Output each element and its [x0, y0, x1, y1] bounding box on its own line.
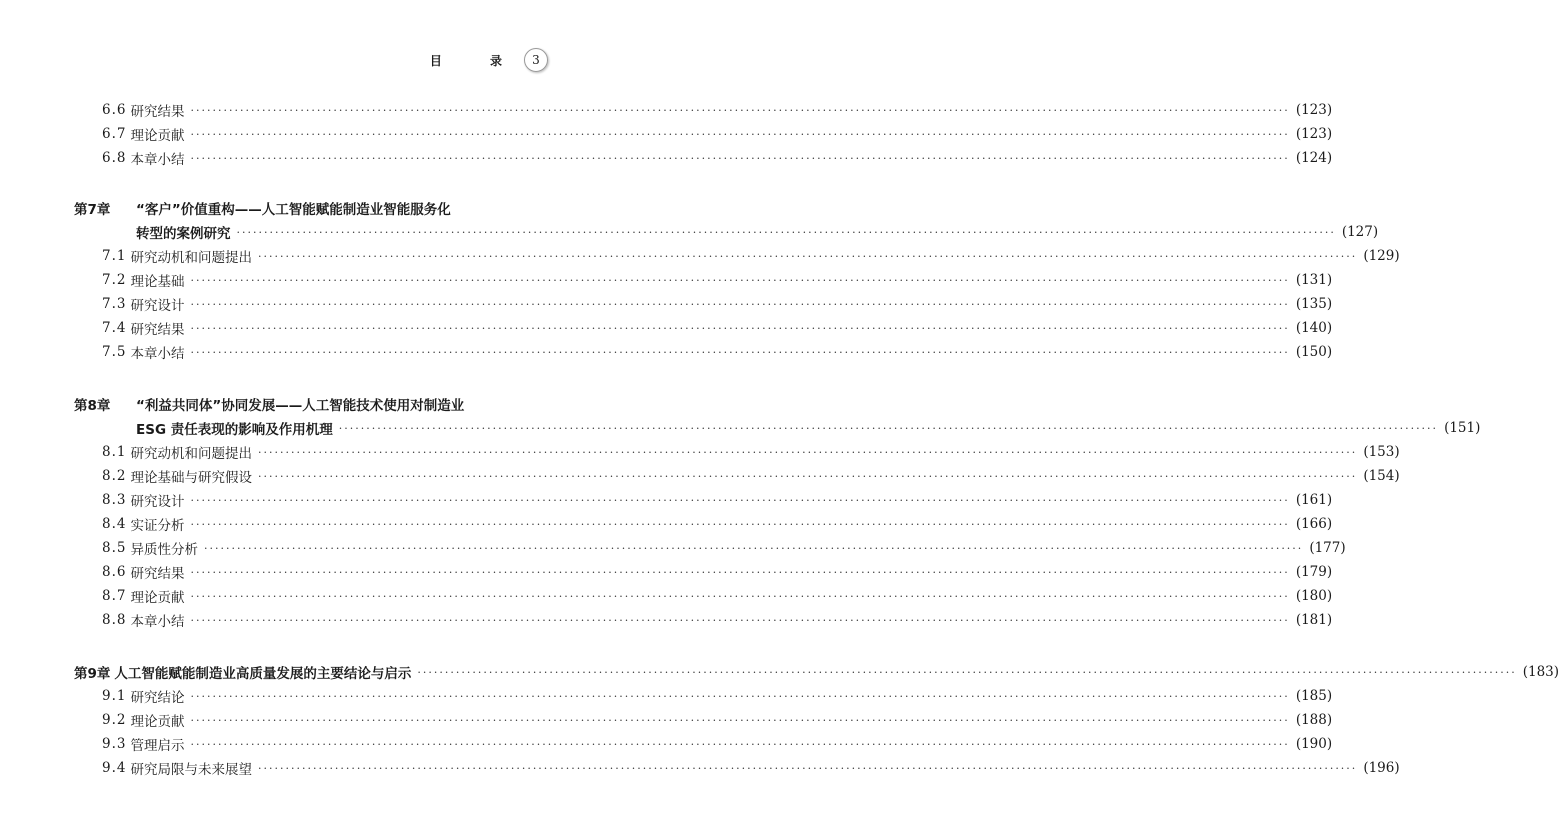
- leader-dots: ········································································································································································································: [190, 321, 1290, 335]
- chapter-title-continued: ESG 责任表现的影响及作用机理: [136, 422, 333, 438]
- page-header: [430, 48, 548, 72]
- chapter-title: “利益共同体”协同发展——人工智能技术使用对制造业: [136, 398, 465, 414]
- toc-section-row: [102, 584, 1333, 608]
- page-ref: (131): [1295, 272, 1333, 288]
- leader-dots: ········································································································································································································: [190, 737, 1290, 751]
- toc-chapter-row: [74, 392, 544, 416]
- section-title: 本章小结: [130, 152, 185, 168]
- page-ref: (185): [1295, 688, 1333, 704]
- toc-chapter-row: [132, 416, 1481, 440]
- section-number: 7.3: [102, 296, 127, 312]
- chapter-label: 第8章: [74, 398, 111, 414]
- section-title: 本章小结: [130, 614, 185, 630]
- leader-dots: ········································································································································································································: [190, 127, 1290, 141]
- toc-section-row: [102, 98, 1333, 122]
- section-title: 理论贡献: [130, 590, 185, 606]
- section-number: 8.1: [102, 444, 127, 460]
- page-ref: (153): [1363, 444, 1400, 460]
- section-number: 9.2: [102, 712, 127, 728]
- section-number: 9.3: [102, 736, 127, 752]
- toc-chapter-row: [74, 196, 544, 220]
- leader-dots: ········································································································································································································: [257, 445, 1358, 459]
- section-title: 研究局限与未来展望: [130, 762, 252, 778]
- leader-dots: ········································································································································································································: [190, 613, 1290, 627]
- page-ref: (123): [1295, 102, 1333, 118]
- toc-section-row: [102, 512, 1333, 536]
- chapter-label: 第7章: [74, 202, 111, 218]
- page-ref: (150): [1295, 344, 1333, 360]
- page-ref: (161): [1295, 492, 1333, 508]
- section-title: 理论贡献: [130, 128, 185, 144]
- toc-chapter-row: [132, 220, 1379, 244]
- toc-section-row: [102, 316, 1333, 340]
- page-ref: (166): [1295, 516, 1333, 532]
- section-number: 7.5: [102, 344, 127, 360]
- chapter-title: 人工智能赋能制造业高质量发展的主要结论与启示: [114, 666, 412, 682]
- toc-section-row: [102, 464, 1400, 488]
- section-number: 7.2: [102, 272, 127, 288]
- section-title: 研究设计: [130, 494, 185, 510]
- toc-section-row: [102, 756, 1400, 780]
- toc-section-row: [102, 732, 1333, 756]
- toc-section-row: [102, 340, 1333, 364]
- page-ref: (190): [1295, 736, 1333, 752]
- section-number: 8.3: [102, 492, 127, 508]
- leader-dots: ········································································································································································································: [190, 689, 1290, 703]
- leader-dots: ········································································································································································································: [190, 517, 1290, 531]
- section-title: 本章小结: [130, 346, 185, 362]
- toc-section-row: [102, 268, 1333, 292]
- section-number: 8.6: [102, 564, 127, 580]
- leader-dots: ········································································································································································································: [257, 249, 1358, 263]
- section-title: 研究动机和问题提出: [130, 250, 252, 266]
- toc-section-row: [102, 708, 1333, 732]
- toc-section-row: [102, 122, 1333, 146]
- chapter-title-continued: 转型的案例研究: [136, 226, 231, 242]
- leader-dots: ········································································································································································································: [190, 589, 1290, 603]
- section-title: 研究结果: [130, 322, 185, 338]
- toc-section-row: [102, 560, 1333, 584]
- toc-section-row: [102, 292, 1333, 316]
- page-ref: (188): [1295, 712, 1333, 728]
- header-title: 目 录: [429, 53, 524, 68]
- leader-dots: ········································································································································································································: [417, 665, 1517, 679]
- section-title: 研究结果: [130, 104, 185, 120]
- leader-dots: ········································································································································································································: [190, 493, 1290, 507]
- leader-dots: ········································································································································································································: [190, 713, 1290, 727]
- leader-dots: ········································································································································································································: [190, 565, 1290, 579]
- page-ref: (154): [1363, 468, 1400, 484]
- section-title: 研究结论: [130, 690, 185, 706]
- page-ref: (124): [1295, 150, 1333, 166]
- toc-section-row: [102, 244, 1400, 268]
- toc-section-row: [102, 536, 1346, 560]
- section-number: 6.8: [102, 150, 127, 166]
- page-ref: (183): [1522, 664, 1559, 680]
- section-title: 研究结果: [130, 566, 185, 582]
- leader-dots: ········································································································································································································: [190, 151, 1290, 165]
- section-number: 6.6: [102, 102, 127, 118]
- section-number: 8.4: [102, 516, 127, 532]
- section-title: 实证分析: [130, 518, 185, 534]
- section-number: 8.2: [102, 468, 127, 484]
- leader-dots: ········································································································································································································: [338, 421, 1439, 435]
- leader-dots: ········································································································································································································: [190, 103, 1290, 117]
- section-number: 8.8: [102, 612, 127, 628]
- toc-section-row: [102, 684, 1333, 708]
- toc-section-row: [102, 440, 1400, 464]
- leader-dots: ········································································································································································································: [190, 297, 1290, 311]
- toc-section-row: [102, 146, 1333, 170]
- section-number: 7.1: [102, 248, 127, 264]
- toc-section-row: [102, 488, 1333, 512]
- toc-section-row: [102, 608, 1333, 632]
- page-ref: (180): [1295, 588, 1333, 604]
- leader-dots: ········································································································································································································: [190, 345, 1290, 359]
- section-number: 8.5: [102, 540, 127, 556]
- section-number: 6.7: [102, 126, 127, 142]
- page-ref: (177): [1309, 540, 1346, 556]
- leader-dots: ········································································································································································································: [236, 225, 1336, 239]
- page-ref: (123): [1295, 126, 1333, 142]
- section-title: 异质性分析: [130, 542, 198, 558]
- section-number: 9.1: [102, 688, 127, 704]
- leader-dots: ········································································································································································································: [257, 761, 1358, 775]
- chapter-label: 第9章: [74, 666, 111, 682]
- section-title: 研究设计: [130, 298, 185, 314]
- section-number: 8.7: [102, 588, 127, 604]
- page-ref: (129): [1363, 248, 1400, 264]
- page-number-badge: 3: [524, 48, 548, 72]
- section-title: 理论基础: [130, 274, 185, 290]
- section-title: 研究动机和问题提出: [130, 446, 252, 462]
- page-ref: (196): [1363, 760, 1400, 776]
- page-ref: (140): [1295, 320, 1333, 336]
- page-ref: (135): [1295, 296, 1333, 312]
- section-number: 7.4: [102, 320, 127, 336]
- section-title: 管理启示: [130, 738, 185, 754]
- leader-dots: ········································································································································································································: [190, 273, 1290, 287]
- page-ref: (181): [1295, 612, 1333, 628]
- section-title: 理论基础与研究假设: [130, 470, 252, 486]
- page-ref: (151): [1444, 420, 1481, 436]
- toc-chapter-row: [74, 660, 1559, 684]
- section-title: 理论贡献: [130, 714, 185, 730]
- chapter-title: “客户”价值重构——人工智能赋能制造业智能服务化: [136, 202, 451, 218]
- leader-dots: ········································································································································································································: [257, 469, 1358, 483]
- page-ref: (179): [1295, 564, 1333, 580]
- page-ref: (127): [1341, 224, 1379, 240]
- leader-dots: ········································································································································································································: [203, 541, 1304, 555]
- section-number: 9.4: [102, 760, 127, 776]
